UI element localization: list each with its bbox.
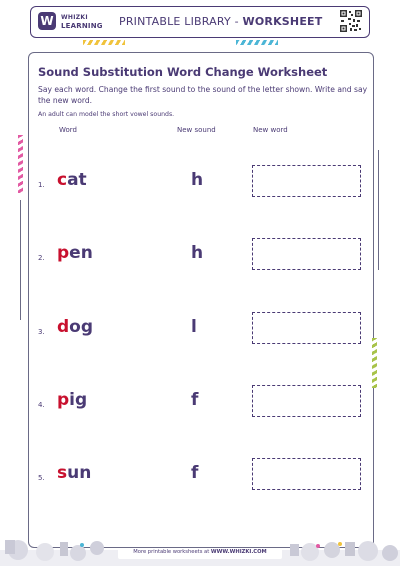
item-new-sound: f [191,463,199,483]
item-word-rest: en [69,243,93,263]
list-item [0,458,400,498]
item-new-sound: f [191,390,199,410]
item-word-rest: ig [69,390,88,410]
whizki-logo-icon: W [38,12,56,30]
item-word-first-letter: d [57,317,70,337]
brand-name-line2: LEARNING [61,22,103,30]
item-new-sound: h [191,243,204,263]
item-number: 1. [38,181,45,189]
list-item [0,385,400,425]
item-new-sound: l [191,317,197,337]
column-header-word: Word [59,126,77,134]
item-number: 5. [38,474,45,482]
item-word [57,317,93,337]
item-number: 4. [38,401,45,409]
qr-code-icon [339,9,363,33]
item-word-first-letter: p [57,243,70,263]
answer-box[interactable] [252,238,361,270]
item-number: 3. [38,328,45,336]
list-item [0,312,400,352]
footer-bar [118,548,282,559]
item-word-first-letter: s [57,463,68,483]
item-number: 2. [38,254,45,262]
header-title-strong: WORKSHEET [242,15,323,28]
header-stripe-blue [236,40,278,45]
item-word-rest: at [67,170,87,190]
item-word [57,463,91,483]
adult-note: An adult can model the short vowel sounds. [38,111,175,118]
header-title-prefix: PRINTABLE LIBRARY - [119,15,243,28]
page-title: Sound Substitution Word Change Worksheet [38,65,328,79]
item-word-first-letter: p [57,390,70,410]
header-title [119,15,322,28]
column-header-new-sound: New sound [177,126,216,134]
instructions: Say each word. Change the first sound to the sound of the letter shown. Write and say the new word. [38,85,368,105]
item-word [57,390,87,410]
item-word [57,243,93,263]
answer-box[interactable] [252,458,361,490]
item-word [57,170,87,190]
item-word-rest: og [69,317,94,337]
list-item [0,238,400,278]
list-item [0,165,400,205]
answer-box[interactable] [252,312,361,344]
column-header-new-word: New word [253,126,288,134]
answer-box[interactable] [252,385,361,417]
footer-text [118,549,282,555]
brand-name [61,13,103,31]
footer-text-prefix: More printable worksheets at [133,549,211,555]
footer-illustration [0,520,400,566]
header-stripe-yellow [83,40,125,45]
footer-link[interactable]: WWW.WHIZKI.COM [210,549,267,555]
item-new-sound: h [191,170,204,190]
answer-box[interactable] [252,165,361,197]
brand-name-line1: WHIZKI [61,14,88,21]
item-word-first-letter: c [57,170,68,190]
page-header [30,6,370,38]
item-word-rest: un [67,463,92,483]
